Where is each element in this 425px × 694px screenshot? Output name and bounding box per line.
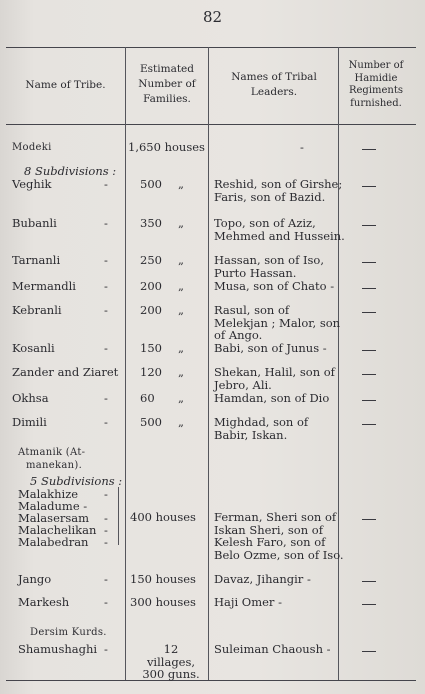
families-value: 500 — [140, 415, 162, 429]
tribe-name-modeki: Modeki — [12, 142, 52, 153]
column-divider — [125, 47, 126, 680]
ditto-dash: - — [104, 341, 108, 355]
families-value: 350 — [140, 216, 162, 230]
leaders-modeki: - — [300, 140, 304, 154]
header-tribe: Name of Tribe. — [25, 79, 106, 91]
ditto-mark: „ — [178, 365, 184, 379]
tribe-name: Bubanli — [12, 216, 57, 230]
ditto-dash: - — [104, 391, 108, 405]
leaders-markesh: Haji Omer - — [214, 595, 282, 609]
ditto-mark: „ — [178, 253, 184, 267]
page-number: 82 — [202, 8, 223, 26]
regiments-dash — [362, 374, 376, 375]
leaders-value: Reshid, son of Girshe; Faris, son of Bazid. — [214, 177, 343, 204]
regiments-dash — [362, 262, 376, 263]
column-divider — [208, 47, 209, 680]
regiments-dash — [362, 186, 376, 187]
regiments-dash — [362, 400, 376, 401]
subdivision-name: Malakhize — [18, 487, 79, 501]
ditto-mark: „ — [178, 216, 184, 230]
ditto-dash: - — [104, 303, 108, 317]
leaders-value: Babi, son of Junus - — [214, 341, 327, 355]
tribe-name: Mermandli — [12, 279, 76, 293]
header-regiments: Number of Hamidie Regiments furnished. — [348, 60, 404, 109]
ditto-dash: - — [104, 415, 108, 429]
leaders-jango: Davaz, Jihangir - — [214, 572, 311, 586]
families-markesh: 300 houses — [130, 595, 196, 609]
ditto-mark: „ — [178, 303, 184, 317]
header-bottom-rule — [6, 124, 416, 125]
regiments-dash — [362, 651, 376, 652]
ditto-mark: „ — [178, 279, 184, 293]
subdivisions-label: 5 Subdivisions : — [30, 474, 123, 488]
tribe-name-atmanik-cont: manekan). — [26, 460, 83, 471]
subdivision-name: Malachelikan — [18, 523, 97, 537]
subdivision-name: Malasersam — [18, 511, 90, 525]
tribe-name: Dimili — [12, 415, 47, 429]
regiments-dash — [362, 604, 376, 605]
leaders-value: Musa, son of Chato - — [214, 279, 335, 293]
leaders-value: Topo, son of Aziz, Mehmed and Hussein. — [214, 216, 345, 243]
ditto-mark: „ — [178, 341, 184, 355]
subdivision-name: Malabedran — [18, 535, 89, 549]
ditto-mark: „ — [178, 415, 184, 429]
families-jango: 150 houses — [130, 572, 196, 586]
ditto-dash: - — [104, 572, 108, 586]
table-bottom-rule — [6, 680, 416, 681]
grouping-brace — [112, 487, 119, 545]
tribe-name: Okhsa — [12, 391, 49, 405]
tribe-name-atmanik: Atmanik (At- — [18, 447, 86, 458]
families-value: 500 — [140, 177, 162, 191]
leaders-value: Hamdan, son of Dio — [214, 391, 330, 405]
regiments-dash — [362, 581, 376, 582]
tribe-name: Kebranli — [12, 303, 62, 317]
ditto-dash: - — [104, 511, 108, 525]
tribe-name: Zander and Ziaret — [12, 365, 119, 379]
leaders-value: Shekan, Halil, son of Jebro, Ali. — [214, 365, 335, 392]
table-top-rule — [6, 47, 416, 48]
families-value: 60 — [140, 391, 155, 405]
regiments-dash — [362, 424, 376, 425]
subdivisions-label: 8 Subdivisions : — [24, 164, 117, 178]
ditto-dash: - — [104, 487, 108, 501]
regiments-dash — [362, 288, 376, 289]
leaders-value: Rasul, son of Melekjan ; Malor, son of Ango. — [214, 303, 341, 342]
families-shamushaghi: 12 villages, 300 guns. — [142, 642, 200, 681]
families-value: 250 — [140, 253, 162, 267]
header-leaders: Names of Tribal Leaders. — [231, 71, 317, 98]
ditto-dash: - — [104, 253, 108, 267]
header-families: Estimated Number of Families. — [138, 63, 196, 105]
leaders-value: Mighdad, son of Babir, Iskan. — [214, 415, 309, 442]
ditto-dash: - — [104, 523, 108, 537]
ditto-mark: „ — [178, 391, 184, 405]
families-value: 150 — [140, 341, 162, 355]
ditto-dash: - — [104, 177, 108, 191]
leaders-atmanik: Ferman, Sheri son of Iskan Sheri, son of Kelesh Faro, son of Belo Ozme, son of Iso. — [214, 510, 344, 562]
regiments-dash — [362, 149, 376, 150]
regiments-dash — [362, 350, 376, 351]
tribe-name-markesh: Markesh — [18, 595, 70, 609]
families-value: 200 — [140, 303, 162, 317]
families-value: 120 — [140, 365, 162, 379]
leaders-value: Hassan, son of Iso, Purto Hassan. — [214, 253, 325, 280]
tribe-name: Tarnanli — [12, 253, 61, 267]
leaders-shamushaghi: Suleiman Chaoush - — [214, 642, 331, 656]
ditto-dash: - — [104, 535, 108, 549]
ditto-dash: - — [104, 279, 108, 293]
ditto-dash: - — [104, 595, 108, 609]
tribe-name-jango: Jango — [18, 572, 52, 586]
families-value: 200 — [140, 279, 162, 293]
subdivision-name: Maladume - — [18, 499, 88, 513]
section-heading-dersim: Dersim Kurds. — [30, 627, 107, 638]
regiments-dash — [362, 312, 376, 313]
column-divider — [338, 47, 339, 680]
ditto-dash: - — [104, 642, 108, 656]
ditto-dash: - — [104, 216, 108, 230]
tribe-name: Kosanli — [12, 341, 55, 355]
ditto-mark: „ — [178, 177, 184, 191]
regiments-dash — [362, 225, 376, 226]
tribe-name-shamushaghi: Shamushaghi — [18, 642, 98, 656]
families-atmanik: 400 houses — [130, 510, 196, 524]
tribe-name: Veghik — [12, 177, 52, 191]
families-modeki: 1,650 houses — [128, 140, 205, 154]
regiments-dash — [362, 519, 376, 520]
